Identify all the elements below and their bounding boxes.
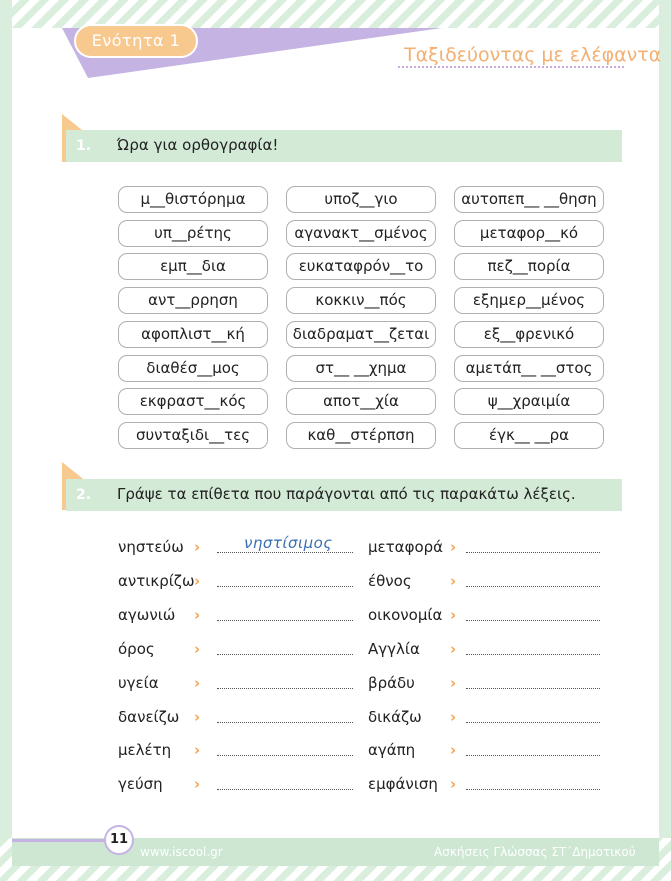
source-word-right: βράδυ (368, 674, 415, 692)
word-box: εμπ__δια (118, 253, 268, 280)
word-box: έγκ__ __ρα (454, 422, 604, 449)
arrow-icon: › (194, 606, 201, 624)
word-box: συνταξιδι__τες (118, 422, 268, 449)
word-box: εκφραστ__κός (118, 388, 268, 415)
source-word-left: μελέτη (118, 741, 172, 759)
answer-line-left[interactable] (217, 688, 353, 689)
arrow-icon: › (194, 775, 201, 793)
word-box: διαθέσ__μος (118, 355, 268, 382)
source-word-left: όρος (118, 640, 155, 658)
footer-book-title: Ασκήσεις Γλώσσας ΣΤ΄Δημοτικού (434, 845, 636, 859)
word-box: αποτ__χία (286, 388, 436, 415)
word-box: υπ__ρέτης (118, 220, 268, 247)
word-box: στ__ __χημα (286, 355, 436, 382)
footer-website: www.iscool.gr (140, 845, 223, 859)
answer-line-left[interactable] (217, 722, 353, 723)
answer-line-right[interactable] (466, 620, 600, 621)
word-box: αυτοπεπ__ __θηση (454, 186, 604, 213)
arrow-icon: › (194, 538, 201, 556)
title-underline (398, 66, 624, 68)
arrow-icon: › (450, 674, 457, 692)
word-box: αφοπλιστ__κή (118, 321, 268, 348)
arrow-icon: › (194, 572, 201, 590)
word-box: αντ__ρρηση (118, 287, 268, 314)
answer-line-right[interactable] (466, 654, 600, 655)
arrow-icon: › (450, 606, 457, 624)
source-word-right: μεταφορά (368, 538, 444, 556)
arrow-icon: › (450, 708, 457, 726)
source-word-right: αγάπη (368, 741, 416, 759)
arrow-icon: › (194, 640, 201, 658)
answer-line-left[interactable] (217, 586, 353, 587)
word-box: κοκκιν__πός (286, 287, 436, 314)
word-box: υποζ__γιο (286, 186, 436, 213)
footer-accent-line (12, 839, 112, 842)
section-2-number: 2. (76, 487, 92, 503)
right-frame-border (659, 0, 671, 881)
arrow-icon: › (194, 741, 201, 759)
word-box: διαδραματ__ζεται (286, 321, 436, 348)
arrow-icon: › (194, 674, 201, 692)
answer-line-left[interactable] (217, 620, 353, 621)
word-box: μεταφορ__κό (454, 220, 604, 247)
answer-line-right[interactable] (466, 552, 600, 553)
word-box: μ__θιστόρημα (118, 186, 268, 213)
source-word-right: εμφάνιση (368, 775, 438, 793)
word-box: καθ__στέρπση (286, 422, 436, 449)
word-box: εξ__φρενικό (454, 321, 604, 348)
answer-line-right[interactable] (466, 789, 600, 790)
answer-line-left[interactable] (217, 552, 353, 553)
arrow-icon: › (450, 640, 457, 658)
arrow-icon: › (450, 538, 457, 556)
chapter-title: Ταξιδεύοντας με ελέφαντα (404, 44, 662, 66)
source-word-left: αγωνιώ (118, 606, 176, 624)
source-word-left: νηστεύω (118, 538, 184, 556)
source-word-right: έθνος (368, 572, 412, 590)
answer-line-right[interactable] (466, 688, 600, 689)
arrow-icon: › (450, 741, 457, 759)
source-word-right: δικάζω (368, 708, 422, 726)
source-word-right: Αγγλία (368, 640, 420, 658)
section-1-instruction: Ώρα για ορθογραφία! (117, 136, 279, 154)
source-word-left: υγεία (118, 674, 159, 692)
answer-line-right[interactable] (466, 586, 600, 587)
word-box: ψ__χραιμία (454, 388, 604, 415)
word-box: αμετάπ__ __στος (454, 355, 604, 382)
example-answer: νηστίσιμος (244, 534, 333, 552)
page-number: 11 (104, 825, 134, 855)
word-box: πεζ__πορία (454, 253, 604, 280)
left-frame-border (0, 0, 12, 881)
word-box: αγανακτ__σμένος (286, 220, 436, 247)
answer-line-left[interactable] (217, 654, 353, 655)
section-2-instruction: Γράψε τα επίθετα που παράγονται από τις παρακάτω λέξεις. (117, 485, 576, 503)
answer-line-right[interactable] (466, 722, 600, 723)
answer-line-left[interactable] (217, 755, 353, 756)
source-word-right: οικονομία (368, 606, 443, 624)
answer-line-left[interactable] (217, 789, 353, 790)
section-1-number: 1. (76, 138, 92, 154)
word-box: εξημερ__μένος (454, 287, 604, 314)
source-word-left: αντικρίζω (118, 572, 195, 590)
word-box: ευκαταφρόν__το (286, 253, 436, 280)
arrow-icon: › (194, 708, 201, 726)
source-word-left: γεύση (118, 775, 163, 793)
answer-line-right[interactable] (466, 755, 600, 756)
unit-label: Ενότητα 1 (74, 24, 198, 58)
source-word-left: δανείζω (118, 708, 180, 726)
arrow-icon: › (450, 572, 457, 590)
arrow-icon: › (450, 775, 457, 793)
